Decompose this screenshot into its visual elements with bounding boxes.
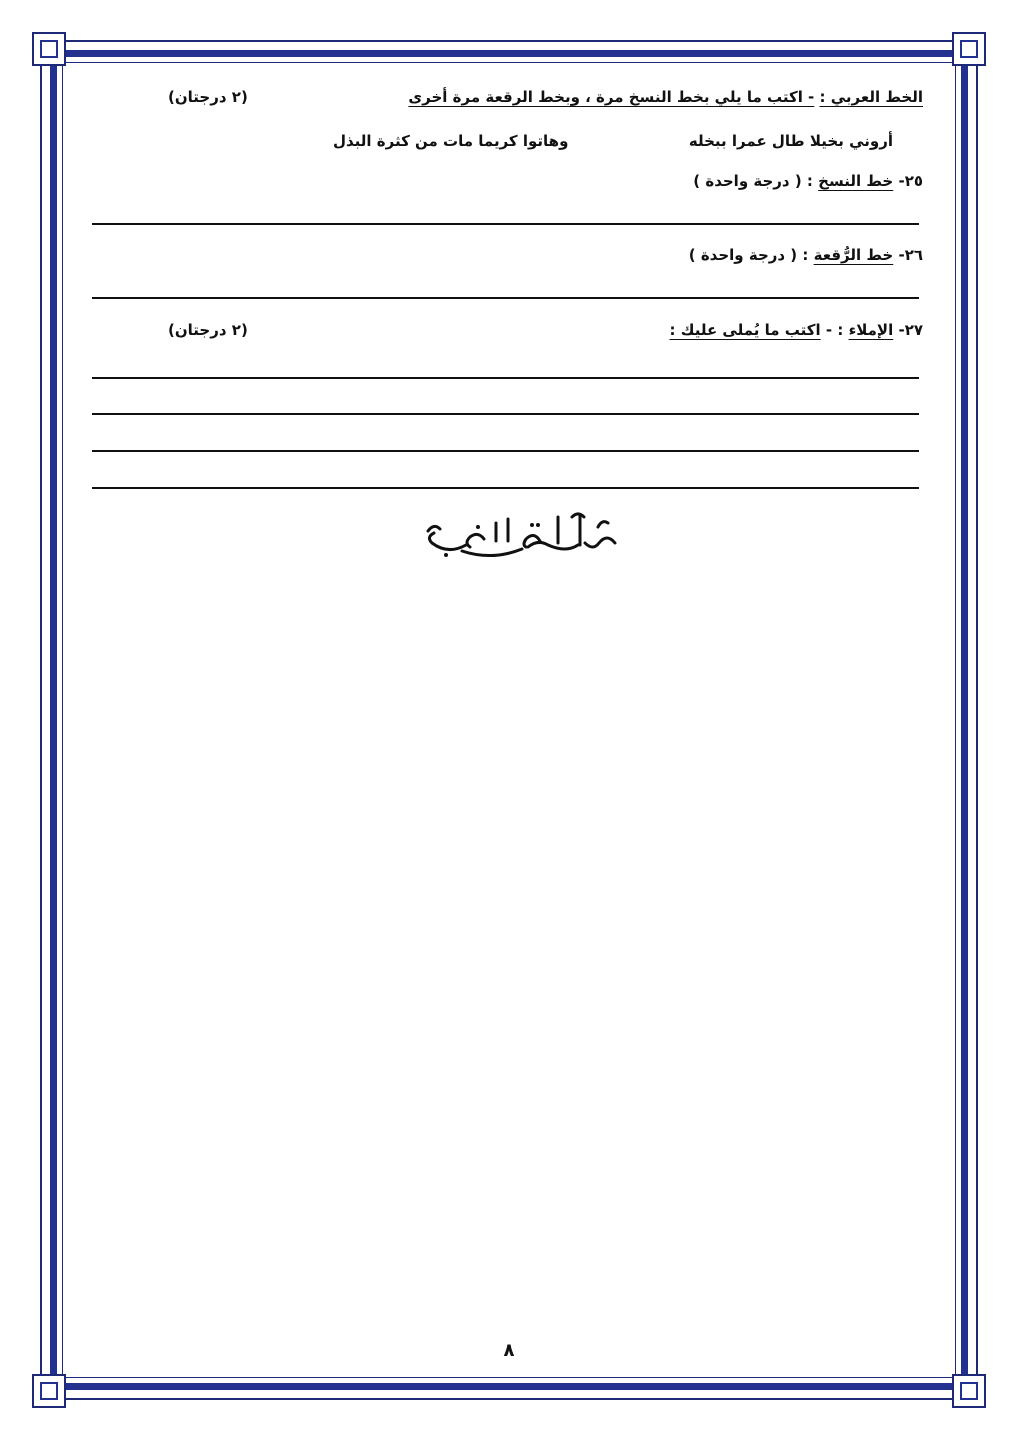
section-title: الخط العربي : (819, 88, 923, 106)
answer-line[interactable] (92, 450, 919, 452)
verse-part-2: وهاتوا كريما مات من كثرة البذل (333, 132, 569, 150)
question-25 (693, 172, 923, 190)
question-marks: (٢ درجتان) (168, 321, 248, 339)
section-instruction: - اكتب ما يلي بخط النسخ مرة ، وبخط الرقعة مرة أخرى (408, 88, 815, 106)
question-instruction: اكتب ما يُملى عليك : (669, 321, 821, 339)
answer-line[interactable] (92, 377, 919, 379)
question-label: خط النسخ (818, 172, 894, 190)
corner-ornament (952, 32, 986, 66)
question-label: خط الرُّقعة (813, 246, 894, 264)
answer-line[interactable] (92, 413, 919, 415)
corner-ornament (32, 32, 66, 66)
verse-part-1: أروني بخيلا طال عمرا ببخله (688, 132, 893, 150)
section-marks: (٢ درجتان) (168, 88, 248, 106)
section-heading (408, 88, 923, 106)
answer-line[interactable] (92, 297, 919, 299)
corner-ornament (32, 1374, 66, 1408)
closing-calligraphy (410, 505, 630, 565)
calligraphy-drawing (410, 505, 630, 565)
question-marks: : ( درجة واحدة ) (688, 246, 809, 264)
question-number: ٢٧- (898, 321, 923, 339)
question-number: ٢٥- (898, 172, 923, 190)
answer-line[interactable] (92, 487, 919, 489)
page-number: ٨ (503, 1340, 515, 1361)
question-separator: : - (825, 321, 844, 339)
question-26 (689, 246, 923, 264)
question-marks: : ( درجة واحدة ) (693, 172, 813, 190)
question-number: ٢٦- (898, 246, 923, 264)
corner-ornament (952, 1374, 986, 1408)
question-27 (670, 321, 923, 339)
answer-line[interactable] (92, 223, 919, 225)
question-label: الإملاء (848, 321, 894, 339)
